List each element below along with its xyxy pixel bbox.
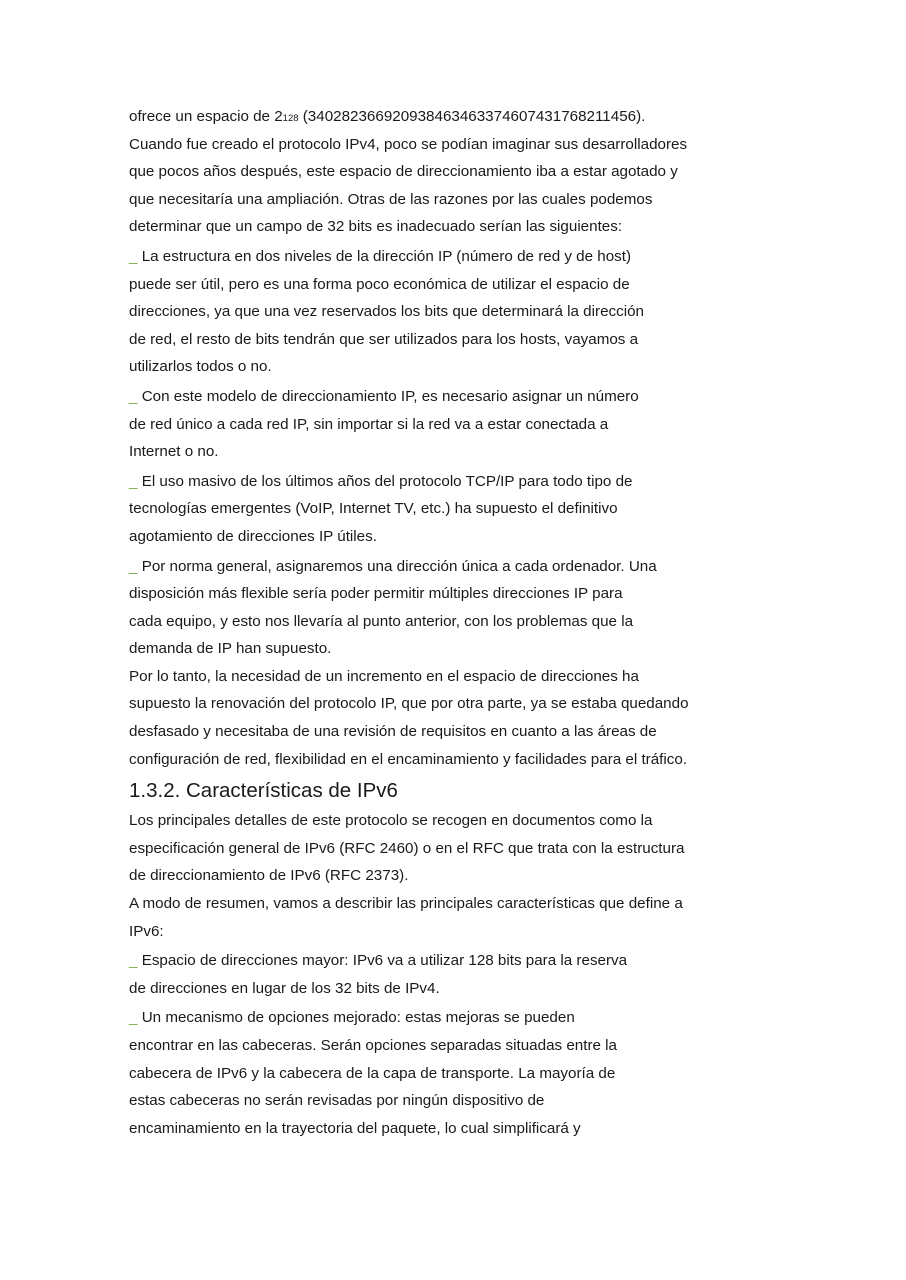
text-line: Por lo tanto, la necesidad de un incremento en el espacio de direcciones ha [129,667,639,685]
bullet-marker: _ [129,557,138,575]
conclusion-paragraph [129,663,749,773]
text-line: determinar que un campo de 32 bits es inadecuado serían las siguientes: [129,218,623,236]
text-line: ofrece un espacio de 2128 (340282366920938463463374607431768211456). [129,108,646,125]
text-line: Los principales detalles de este protocolo se recogen en documentos como la [129,812,653,830]
bullet-marker: _ [129,472,138,490]
list-item: _ El uso masivo de los últimos años del protocolo TCP/IP para todo tipo de tecnologías emergentes (VoIP, Internet TV, etc.) ha supuesto el definitivo agotamiento de direcciones IP útiles. [129,472,633,545]
text-line: IPv6: [129,922,164,940]
bullet-marker: _ [129,1009,138,1027]
text-line: desfasado y necesitaba de una revisión de requisitos en cuanto a las áreas de [129,723,657,741]
list-item: _ Con este modelo de direccionamiento IP, es necesario asignar un número de red único a cada red IP, sin importar si la red va a estar conectada a Internet o no. [129,387,639,461]
text-line: de direccionamiento de IPv6 (RFC 2373). [129,867,409,885]
bullet-marker: _ [129,952,138,970]
bullet-marker: _ [129,387,138,405]
text-line: supuesto la renovación del protocolo IP, que por otra parte, ya se estaba quedando [129,695,689,713]
section-heading: 1.3.2. Características de IPv6 [129,779,398,803]
exponent: 128 [282,113,299,124]
list-item: _ Un mecanismo de opciones mejorado: estas mejoras se pueden encontrar en las cabeceras. Serán opciones separadas situadas entre la cabecera de IPv6 y la cabecera de la capa de transporte. La mayoría de estas cabeceras no serán revisadas por ningún dispositivo de encaminamiento en la trayectoria del paquete, lo cual simplificará y [129,1009,617,1137]
document-page [129,103,749,1142]
text-line: Cuando fue creado el protocolo IPv4, poco se podían imaginar sus desarrolladores [129,135,688,153]
text-line: que necesitaría una ampliación. Otras de las razones por las cuales podemos [129,190,653,208]
list-item: _ Espacio de direcciones mayor: IPv6 va a utilizar 128 bits para la reserva de direcciones en lugar de los 32 bits de IPv4. [129,952,628,997]
list-item: _ La estructura en dos niveles de la dirección IP (número de red y de host) puede ser útil, pero es una forma poco económica de utilizar el espacio de direcciones, ya que una vez reservados los bits que determinará la dirección de red, el resto de bits tendrán que ser utilizados para los hosts, vayamos a utilizarlos todos o no. [129,247,644,376]
section-intro-paragraph [129,807,749,945]
bullet-marker: _ [129,247,138,265]
list-item: _ Por norma general, asignaremos una dirección única a cada ordenador. Una disposición más flexible sería poder permitir múltiples direcciones IP para cada equipo, y esto nos llevaría al punto anterior, con los problemas que la demanda de IP han supuesto. [129,557,657,658]
text-line: A modo de resumen, vamos a describir las principales características que define a [129,895,683,913]
text-line: que pocos años después, este espacio de direccionamiento iba a estar agotado y [129,163,678,181]
text-line: especificación general de IPv6 (RFC 2460) o en el RFC que trata con la estructura [129,839,685,857]
features-list [129,947,749,1142]
text-line: configuración de red, flexibilidad en el encaminamiento y facilidades para el tráfico. [129,750,688,768]
reasons-list [129,243,749,663]
intro-paragraph [129,103,749,241]
